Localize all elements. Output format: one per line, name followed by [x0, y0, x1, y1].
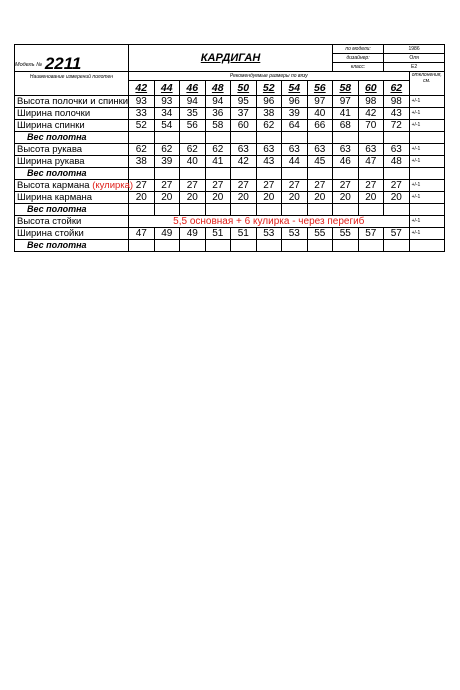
value-cell: 27 [358, 180, 384, 192]
value-cell: 39 [282, 108, 308, 120]
measurement-name [15, 96, 129, 108]
value-cell: 62 [154, 144, 180, 156]
value-cell: 41 [205, 156, 231, 168]
value-cell: 39 [154, 156, 180, 168]
tolerance-header: отклонения, см. [409, 72, 445, 96]
value-cell: 41 [333, 108, 359, 120]
value-cell: 40 [180, 156, 206, 168]
value-cell: 57 [358, 228, 384, 240]
empty-cell [358, 168, 384, 180]
size-56: 56 [307, 81, 333, 96]
size-44: 44 [154, 81, 180, 96]
value-cell: 27 [180, 180, 206, 192]
tolerance-cell: +/-1 [409, 108, 445, 120]
value-cell: 45 [307, 156, 333, 168]
weight-row [15, 132, 445, 144]
value-cell: 56 [180, 120, 206, 132]
tolerance-cell: +/-1 [409, 192, 445, 204]
measurement-name [15, 156, 129, 168]
value-cell: 20 [256, 192, 282, 204]
empty-cell [358, 240, 384, 252]
value-cell: 37 [231, 108, 257, 120]
empty-cell [282, 204, 308, 216]
measurement-row [15, 120, 445, 132]
size-54: 54 [282, 81, 308, 96]
measurement-name [15, 228, 129, 240]
measurement-label: Ширина кармана [17, 192, 93, 203]
size-60: 60 [358, 81, 384, 96]
measurement-name [15, 144, 129, 156]
value-cell: 47 [129, 228, 155, 240]
empty-cell [282, 168, 308, 180]
measurement-name [15, 120, 129, 132]
measurement-row [15, 156, 445, 168]
value-cell: 63 [384, 144, 410, 156]
value-cell: 62 [129, 144, 155, 156]
empty-cell [231, 168, 257, 180]
value-cell: 63 [333, 144, 359, 156]
value-cell: 55 [333, 228, 359, 240]
empty-cell [358, 204, 384, 216]
value-cell: 52 [129, 120, 155, 132]
model-label: Модель № [15, 62, 43, 68]
empty-cell [129, 168, 155, 180]
measurement-label: Ширина стойки [17, 228, 84, 239]
empty-cell [205, 132, 231, 144]
empty-cell [256, 204, 282, 216]
empty-cell [409, 132, 445, 144]
value-cell: 93 [154, 96, 180, 108]
value-cell: 43 [384, 108, 410, 120]
value-cell: 60 [231, 120, 257, 132]
value-cell: 33 [129, 108, 155, 120]
value-cell: 98 [384, 96, 410, 108]
empty-cell [205, 204, 231, 216]
value-cell: 20 [205, 192, 231, 204]
weight-label: Вес полотна [15, 240, 129, 252]
value-cell: 62 [180, 144, 206, 156]
size-48: 48 [205, 81, 231, 96]
tolerance-cell: +/-1 [409, 156, 445, 168]
value-cell: 38 [129, 156, 155, 168]
value-cell: 38 [256, 108, 282, 120]
value-cell: 20 [129, 192, 155, 204]
weight-label: Вес полотна [15, 204, 129, 216]
measurement-label: Высота рукава [17, 144, 83, 155]
value-cell: 95 [231, 96, 257, 108]
value-cell: 27 [129, 180, 155, 192]
empty-cell [205, 168, 231, 180]
value-cell: 20 [358, 192, 384, 204]
value-cell: 42 [358, 108, 384, 120]
empty-cell [256, 132, 282, 144]
meta-label: класс: [333, 63, 384, 72]
value-cell: 51 [205, 228, 231, 240]
value-cell: 20 [384, 192, 410, 204]
empty-cell [333, 204, 359, 216]
empty-cell [333, 240, 359, 252]
value-cell: 40 [307, 108, 333, 120]
value-cell: 27 [307, 180, 333, 192]
meta-value: 1986 [384, 45, 445, 54]
tolerance-cell: +/-1 [409, 180, 445, 192]
value-cell: 63 [256, 144, 282, 156]
value-cell: 35 [180, 108, 206, 120]
size-58: 58 [333, 81, 359, 96]
tolerance-cell: +/-1 [409, 228, 445, 240]
size-52: 52 [256, 81, 282, 96]
empty-cell [307, 204, 333, 216]
value-cell: 63 [231, 144, 257, 156]
value-cell: 97 [307, 96, 333, 108]
value-cell: 20 [333, 192, 359, 204]
value-cell: 27 [256, 180, 282, 192]
weight-row [15, 240, 445, 252]
empty-cell [129, 132, 155, 144]
value-cell: 53 [256, 228, 282, 240]
empty-cell [180, 240, 206, 252]
empty-cell [307, 240, 333, 252]
value-cell: 63 [358, 144, 384, 156]
value-cell: 58 [205, 120, 231, 132]
empty-cell [384, 168, 410, 180]
value-cell: 20 [154, 192, 180, 204]
value-cell: 72 [384, 120, 410, 132]
sizes-header-row [15, 72, 445, 81]
value-cell: 54 [154, 120, 180, 132]
value-cell: 96 [256, 96, 282, 108]
garment-title: КАРДИГАН [129, 45, 333, 72]
measurement-sheet [14, 44, 444, 252]
size-50: 50 [231, 81, 257, 96]
measurement-label: Ширина рукава [17, 156, 85, 167]
value-cell: 68 [333, 120, 359, 132]
empty-cell [282, 240, 308, 252]
empty-cell [384, 132, 410, 144]
value-cell: 42 [231, 156, 257, 168]
value-cell: 63 [307, 144, 333, 156]
model-cell [15, 45, 129, 72]
value-cell: 47 [358, 156, 384, 168]
value-cell: 93 [129, 96, 155, 108]
value-cell: 70 [358, 120, 384, 132]
measurement-row [15, 108, 445, 120]
value-cell: 62 [256, 120, 282, 132]
measurement-row [15, 192, 445, 204]
empty-cell [282, 132, 308, 144]
value-cell: 94 [180, 96, 206, 108]
value-cell: 64 [282, 120, 308, 132]
value-cell: 27 [154, 180, 180, 192]
value-cell: 36 [205, 108, 231, 120]
measurement-label: Высота кармана [17, 180, 90, 191]
value-cell: 48 [384, 156, 410, 168]
empty-cell [333, 168, 359, 180]
empty-cell [307, 168, 333, 180]
measurement-name [15, 192, 129, 204]
tolerance-cell: +/-1 [409, 120, 445, 132]
value-cell: 20 [307, 192, 333, 204]
measurement-name [15, 108, 129, 120]
empty-cell [307, 132, 333, 144]
model-number: 2211 [44, 54, 82, 73]
meta-label: по модели: [333, 45, 384, 54]
value-cell: 63 [282, 144, 308, 156]
value-cell: 51 [231, 228, 257, 240]
value-cell: 20 [231, 192, 257, 204]
empty-cell [384, 240, 410, 252]
empty-cell [231, 204, 257, 216]
empty-cell [256, 240, 282, 252]
measurement-row [15, 144, 445, 156]
empty-cell [180, 132, 206, 144]
empty-cell [154, 168, 180, 180]
measurement-row [15, 96, 445, 108]
tolerance-cell: +/-1 [409, 96, 445, 108]
value-cell: 53 [282, 228, 308, 240]
empty-cell [358, 132, 384, 144]
value-cell: 27 [333, 180, 359, 192]
value-cell: 27 [282, 180, 308, 192]
value-cell: 27 [384, 180, 410, 192]
size-42: 42 [129, 81, 155, 96]
measurement-label: Высота полочки и спинки [17, 96, 129, 107]
value-cell: 55 [307, 228, 333, 240]
empty-cell [409, 168, 445, 180]
empty-cell [205, 240, 231, 252]
value-cell: 62 [205, 144, 231, 156]
empty-cell [231, 240, 257, 252]
empty-cell [409, 204, 445, 216]
measurement-name [15, 180, 134, 192]
value-cell: 49 [154, 228, 180, 240]
measurement-row [15, 180, 445, 192]
value-cell: 43 [256, 156, 282, 168]
empty-cell [154, 240, 180, 252]
size-62: 62 [384, 81, 410, 96]
value-cell: 20 [180, 192, 206, 204]
value-cell: 27 [231, 180, 257, 192]
sizes-label: Рекомендуемые размеры по вязу [129, 72, 410, 81]
tolerance-cell: +/-1 [409, 144, 445, 156]
value-cell: 57 [384, 228, 410, 240]
weight-label: Вес полотна [15, 132, 129, 144]
collar-height-note: 5,5 основная + 6 кулирка - через перегиб [129, 216, 410, 228]
tolerance-cell: +/-1 [409, 216, 445, 228]
empty-cell [129, 240, 155, 252]
measurement-name: Высота стойки [15, 216, 129, 228]
measurement-label: Ширина полочки [17, 108, 91, 119]
measurement-row [15, 216, 445, 228]
empty-cell [154, 132, 180, 144]
value-cell: 46 [333, 156, 359, 168]
weight-row [15, 204, 445, 216]
value-cell: 97 [333, 96, 359, 108]
measurement-row [15, 228, 445, 240]
meta-value: Е2 [384, 63, 445, 72]
value-cell: 96 [282, 96, 308, 108]
size-46: 46 [180, 81, 206, 96]
empty-cell [154, 204, 180, 216]
value-cell: 94 [205, 96, 231, 108]
empty-cell [129, 204, 155, 216]
meta-value: Оля [384, 54, 445, 63]
value-cell: 27 [205, 180, 231, 192]
weight-label: Вес полотна [15, 168, 129, 180]
empty-cell [231, 132, 257, 144]
empty-cell [333, 132, 359, 144]
size-table [14, 44, 445, 252]
value-cell: 34 [154, 108, 180, 120]
empty-cell [180, 204, 206, 216]
empty-cell [409, 240, 445, 252]
value-cell: 98 [358, 96, 384, 108]
column-label: Наименование измерений полотен [15, 72, 129, 96]
measurement-note: (кулирка) [92, 180, 134, 191]
measurement-label: Ширина спинки [17, 120, 85, 131]
value-cell: 66 [307, 120, 333, 132]
empty-cell [180, 168, 206, 180]
header-row [15, 45, 445, 54]
empty-cell [384, 204, 410, 216]
weight-row [15, 168, 445, 180]
meta-label: дизайнер: [333, 54, 384, 63]
value-cell: 49 [180, 228, 206, 240]
value-cell: 44 [282, 156, 308, 168]
value-cell: 20 [282, 192, 308, 204]
empty-cell [256, 168, 282, 180]
